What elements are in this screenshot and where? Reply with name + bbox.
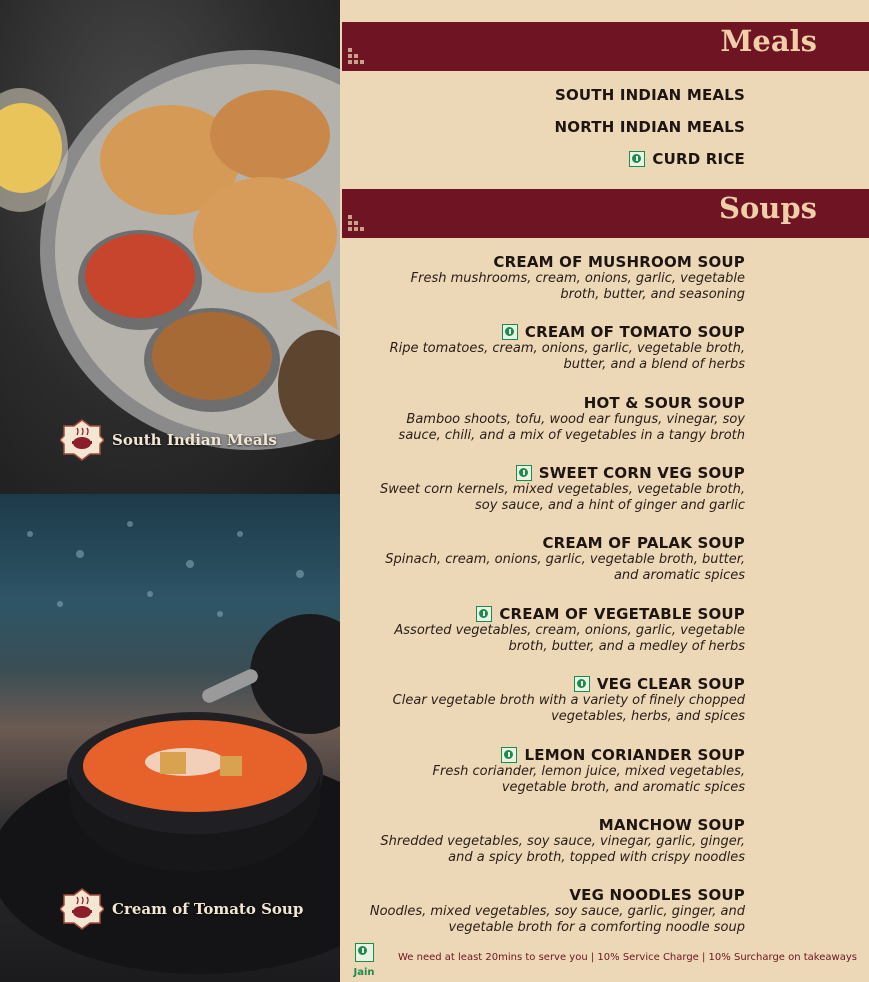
item-description: sauce, chili, and a mix of vegetables in a tangy broth [398,428,745,443]
item-description: and a spicy broth, topped with crispy noodles [448,850,745,865]
item-description: Shredded vegetables, soy sauce, vinegar, garlic, ginger, [380,834,745,849]
jain-icon [476,606,492,622]
jain-legend-label: Jain [353,967,375,978]
menu-item [555,86,745,104]
photo-caption-top [60,418,277,462]
item-description: butter, and a blend of herbs [563,357,745,372]
menu-item [345,323,745,373]
chef-badge-icon [60,418,104,462]
decorative-dots-icon [348,48,368,68]
footer-note: We need at least 20mins to serve you | 10% Service Charge | 10% Surcharge on takeaways [398,952,857,963]
section-banner-meals [342,22,869,71]
item-name: CREAM OF MUSHROOM SOUP [493,253,745,271]
jain-icon [355,943,374,962]
section-title-soups: Soups [719,191,817,225]
photo-caption-text: South Indian Meals [112,431,277,449]
item-description: Spinach, cream, onions, garlic, vegetable broth, butter, [385,552,745,567]
item-name: VEG CLEAR SOUP [345,675,745,693]
item-description: Ripe tomatoes, cream, onions, garlic, vegetable broth, [389,341,745,356]
section-title-meals: Meals [720,24,817,58]
jain-icon [501,747,517,763]
item-description: Clear vegetable broth with a variety of finely chopped [392,693,745,708]
item-name: LEMON CORIANDER SOUP [345,746,745,764]
item-description: vegetable broth, and aromatic spices [501,780,745,795]
item-name: SWEET CORN VEG SOUP [345,464,745,482]
photo-cream-of-tomato-soup [0,494,340,982]
decorative-dots-icon [348,215,368,235]
item-name: SOUTH INDIAN MEALS [554,86,745,104]
jain-icon [629,151,645,167]
photo-caption-text: Cream of Tomato Soup [112,900,304,918]
item-name: CREAM OF VEGETABLE SOUP [345,605,745,623]
item-name: VEG NOODLES SOUP [569,886,745,904]
item-description: vegetables, herbs, and spices [551,709,745,724]
item-description: Fresh coriander, lemon juice, mixed vegetables, [432,764,745,779]
item-name: CURD RICE [629,150,745,168]
menu-item [345,886,745,936]
jain-icon [574,676,590,692]
item-description: broth, butter, and a medley of herbs [508,639,745,654]
menu-item [345,253,745,303]
jain-icon [502,324,518,340]
photo-column [0,0,340,982]
photo-caption-bottom [60,887,303,931]
item-name: HOT & SOUR SOUP [583,394,745,412]
menu-column [340,0,869,982]
item-description: vegetable broth for a comforting noodle soup [448,920,745,935]
item-description: Sweet corn kernels, mixed vegetables, vegetable broth, [380,482,745,497]
photo-south-indian-meals [0,0,340,494]
chef-badge-icon [60,887,104,931]
menu-item [555,118,746,136]
menu-item [345,534,745,584]
item-name: MANCHOW SOUP [598,816,745,834]
menu-item [345,605,745,655]
item-name: CREAM OF PALAK SOUP [542,534,745,552]
item-description: soy sauce, and a hint of ginger and garlic [475,498,745,513]
item-description: broth, butter, and seasoning [560,287,745,302]
jain-legend [352,943,376,978]
jain-icon [516,465,532,481]
item-description: Bamboo shoots, tofu, wood ear fungus, vinegar, soy [406,412,745,427]
section-banner-soups [342,189,869,238]
menu-item [345,816,745,866]
menu-item [345,746,745,796]
item-description: and aromatic spices [613,568,745,583]
menu-item [345,394,745,444]
item-description: Noodles, mixed vegetables, soy sauce, garlic, ginger, and [369,904,745,919]
item-name: CREAM OF TOMATO SOUP [345,323,745,341]
menu-item [345,464,745,514]
menu-item [345,675,745,725]
item-description: Assorted vegetables, cream, onions, garlic, vegetable [394,623,745,638]
menu-item [629,150,745,168]
item-description: Fresh mushrooms, cream, onions, garlic, vegetable [410,271,745,286]
item-name: NORTH INDIAN MEALS [554,118,745,136]
